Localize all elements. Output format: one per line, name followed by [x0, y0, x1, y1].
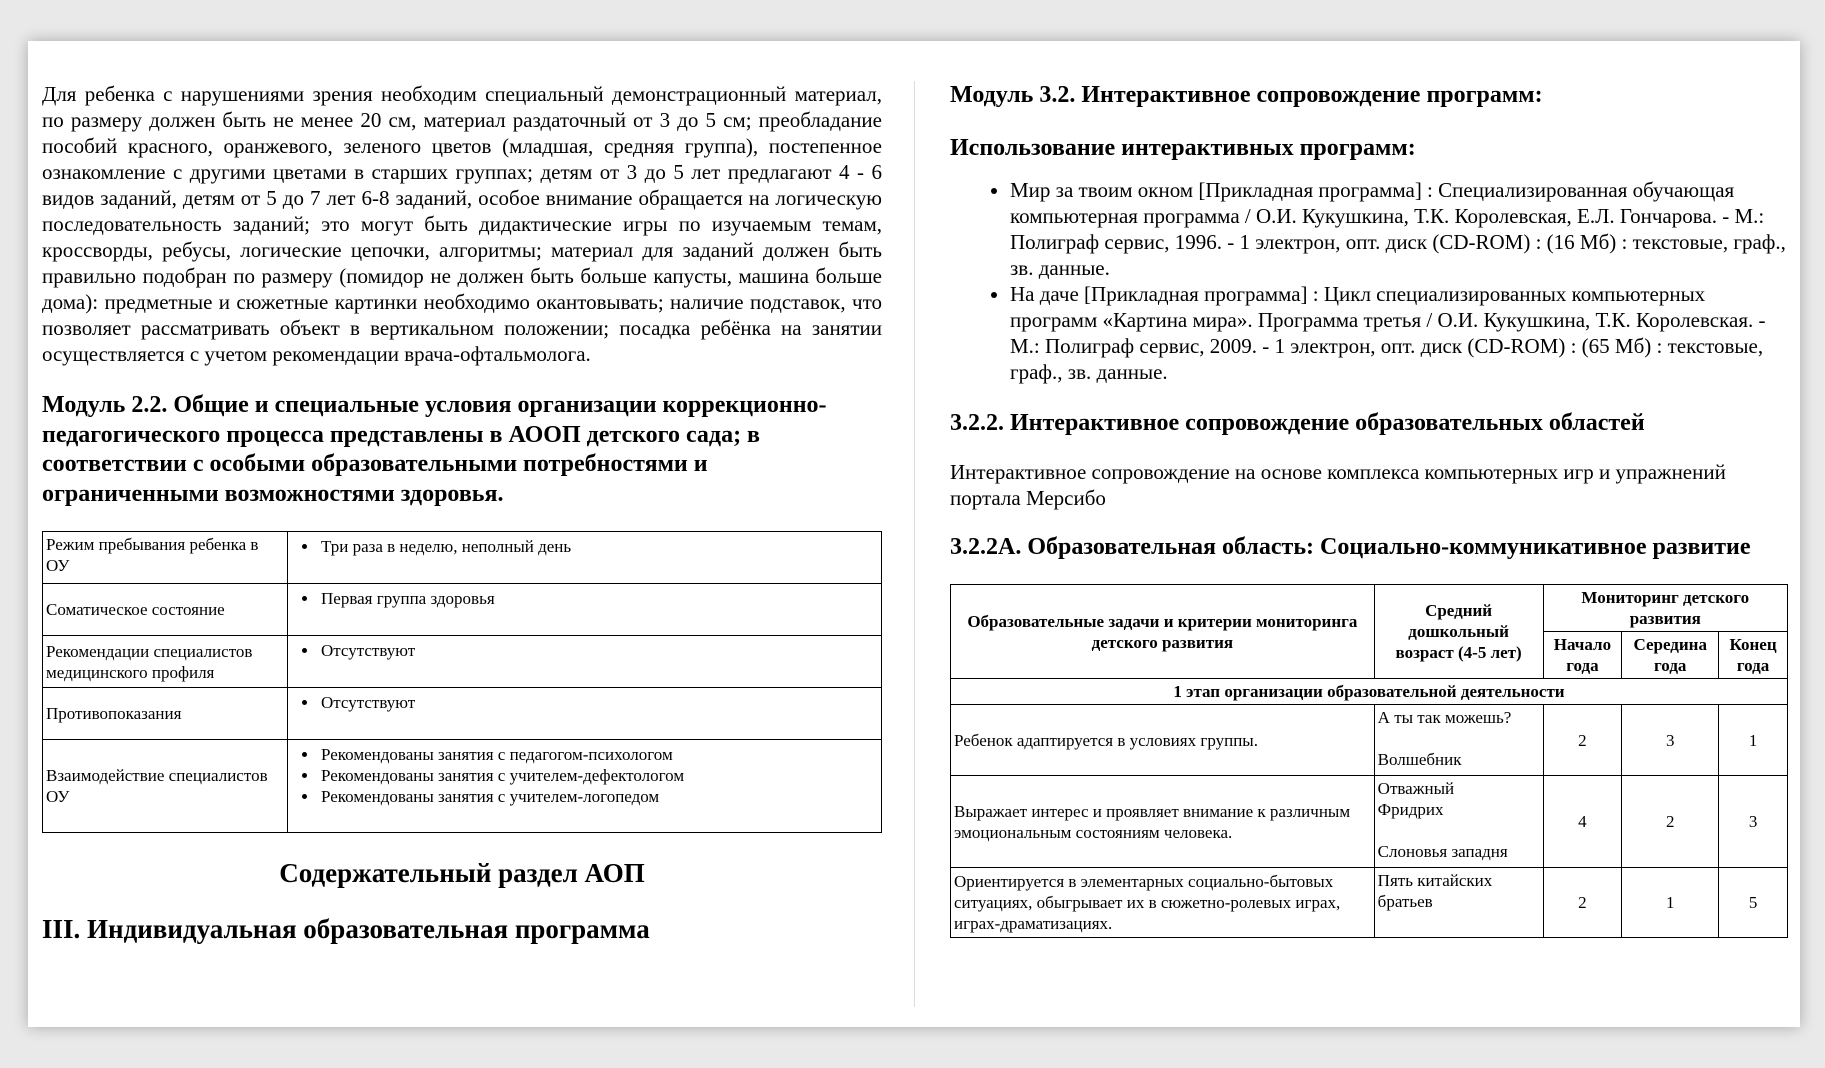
header-monitoring: Мониторинг детского развития — [1543, 585, 1787, 632]
condition-label: Режим пребывания ребенка в ОУ — [43, 532, 288, 584]
condition-label: Рекомендации специалистов медицинского профиля — [43, 636, 288, 688]
list-item: • Три раза в неделю, неполный день — [319, 536, 877, 557]
header-tasks: Образовательные задачи и критерии мониторинга детского развития — [951, 585, 1375, 679]
table-row — [951, 705, 1788, 776]
game-name: Слоновья западня — [1377, 842, 1508, 861]
table-row — [43, 636, 882, 688]
table-row — [43, 532, 882, 584]
list-item: • Рекомендованы занятия с педагогом-психологом — [319, 744, 877, 765]
condition-value — [288, 740, 882, 833]
condition-value — [288, 584, 882, 636]
list-item: • Отсутствуют — [319, 692, 877, 713]
game-name: Отважный Фридрих — [1377, 779, 1455, 819]
game-cell — [1374, 776, 1543, 868]
condition-value — [288, 532, 882, 584]
list-item: • Мир за твоим окном [Прикладная программа] : Специализированная обучающая компьютерная программа / О.И. Кукушкина, Т.К. Королевская, Е.Л. Гончарова. - М.: Полиграф сервис, 1996. - 1 электрон, опт. диск (CD-ROM) : (16 Мб) : текстовые, граф., зв. данные. — [1010, 177, 1788, 281]
table-header-row — [951, 585, 1788, 632]
list-item: • Отсутствуют — [319, 640, 877, 661]
game-name: Волшебник — [1377, 750, 1462, 769]
area-heading: 3.2.2А. Образовательная область: Социально-коммуникативное развитие — [950, 533, 1751, 560]
middle-score: 2 — [1622, 776, 1719, 868]
end-score: 5 — [1719, 868, 1788, 938]
subsection-text: Интерактивное сопровождение на основе комплекса компьютерных игр и упражнений портала Мерсибо — [950, 459, 1726, 510]
header-age: Средний дошкольный возраст (4-5 лет) — [1374, 585, 1543, 679]
table-row — [43, 584, 882, 636]
list-item: • Рекомендованы занятия с учителем-дефектологом — [319, 765, 877, 786]
intro-paragraph: Для ребенка с нарушениями зрения необходим специальный демонстрационный материал, по размеру должен быть не менее 20 см, материал раздаточный от 3 до 5 см; преобладание пособий красного, оранжевого, зеленого цветов (младшая, средняя группа), постепенное ознакомление с другими цветами в старших группах; детям от 3 до 5 лет предлагают 4 - 6 видов заданий, детям от 5 до 7 лет 6-8 заданий, особое внимание обращается на логическую последовательность заданий; это могут быть дидактические игры по изучаемым темам, кроссворды, ребусы, логические цепочки, алгоритмы; материал для заданий должен быть правильно подобран по размеру (помидор не должен быть больше капусты, машина больше дома): предметные и сюжетные картинки необходимо окантовывать; наличие подставок, что позволяет рассматривать объект в вертикальном положении; посадка ребёнка на занятии осуществляется с учетом рекомендации врача-офтальмолога. — [42, 82, 882, 366]
condition-value — [288, 636, 882, 688]
middle-score: 3 — [1622, 705, 1719, 776]
start-score: 2 — [1543, 705, 1622, 776]
stage-row — [951, 679, 1788, 705]
start-score: 2 — [1543, 868, 1622, 938]
start-score: 4 — [1543, 776, 1622, 868]
header-end: Конец года — [1719, 632, 1788, 679]
usage-heading: Использование интерактивных программ: — [950, 134, 1416, 161]
document-page — [28, 41, 1800, 1027]
middle-score: 1 — [1622, 868, 1719, 938]
table-row — [43, 688, 882, 740]
module-3-2-heading: Модуль 3.2. Интерактивное сопровождение программ: — [950, 82, 1543, 108]
condition-value — [288, 688, 882, 740]
game-name: А ты так можешь? — [1377, 708, 1512, 727]
table-row — [43, 740, 882, 833]
condition-label: Взаимодействие специалистов ОУ — [43, 740, 288, 833]
end-score: 3 — [1719, 776, 1788, 868]
module-2-2-heading: Модуль 2.2. Общие и специальные условия организации коррекционно-педагогического процесса представлены в АООП детского сада; в соответствии с особыми образовательными потребностями и ограниченными возможностями здоровья. — [42, 392, 827, 507]
header-middle: Середина года — [1622, 632, 1719, 679]
task-cell: Ребенок адаптируется в условиях группы. — [951, 705, 1375, 776]
header-start: Начало года — [1543, 632, 1622, 679]
column-divider — [914, 81, 915, 1007]
game-name: Пять китайских братьев — [1377, 871, 1493, 911]
condition-label: Соматическое состояние — [43, 584, 288, 636]
list-item: • Первая группа здоровья — [319, 588, 877, 609]
stage-label: 1 этап организации образовательной деятельности — [951, 679, 1788, 705]
section-title: Содержательный раздел АОП — [279, 858, 645, 888]
task-cell: Выражает интерес и проявляет внимание к различным эмоциональным состояниям человека. — [951, 776, 1375, 868]
task-cell: Ориентируется в элементарных социально-бытовых ситуациях, обыгрывает их в сюжетно-ролевых играх, играх-драматизациях. — [951, 868, 1375, 938]
left-column — [42, 81, 882, 945]
end-score: 1 — [1719, 705, 1788, 776]
condition-label: Противопоказания — [43, 688, 288, 740]
game-cell — [1374, 705, 1543, 776]
right-column — [950, 81, 1788, 938]
table-row — [951, 776, 1788, 868]
program-title: III. Индивидуальная образовательная программа — [42, 914, 650, 944]
conditions-table — [42, 531, 882, 833]
program-list — [950, 177, 1788, 385]
list-item: • Рекомендованы занятия с учителем-логопедом — [319, 786, 877, 807]
monitoring-table — [950, 584, 1788, 938]
list-item: • На даче [Прикладная программа] : Цикл специализированных компьютерных программ «Картина мира». Программа третья / О.И. Кукушкина, Т.К. Королевская. - М.: Полиграф сервис, 2009. - 1 электрон, опт. диск (CD-ROM) : (65 Мб) : текстовые, граф., зв. данные. — [1010, 281, 1788, 385]
subsection-heading: 3.2.2. Интерактивное сопровождение образовательных областей — [950, 410, 1645, 436]
table-row — [951, 868, 1788, 938]
game-cell — [1374, 868, 1543, 938]
